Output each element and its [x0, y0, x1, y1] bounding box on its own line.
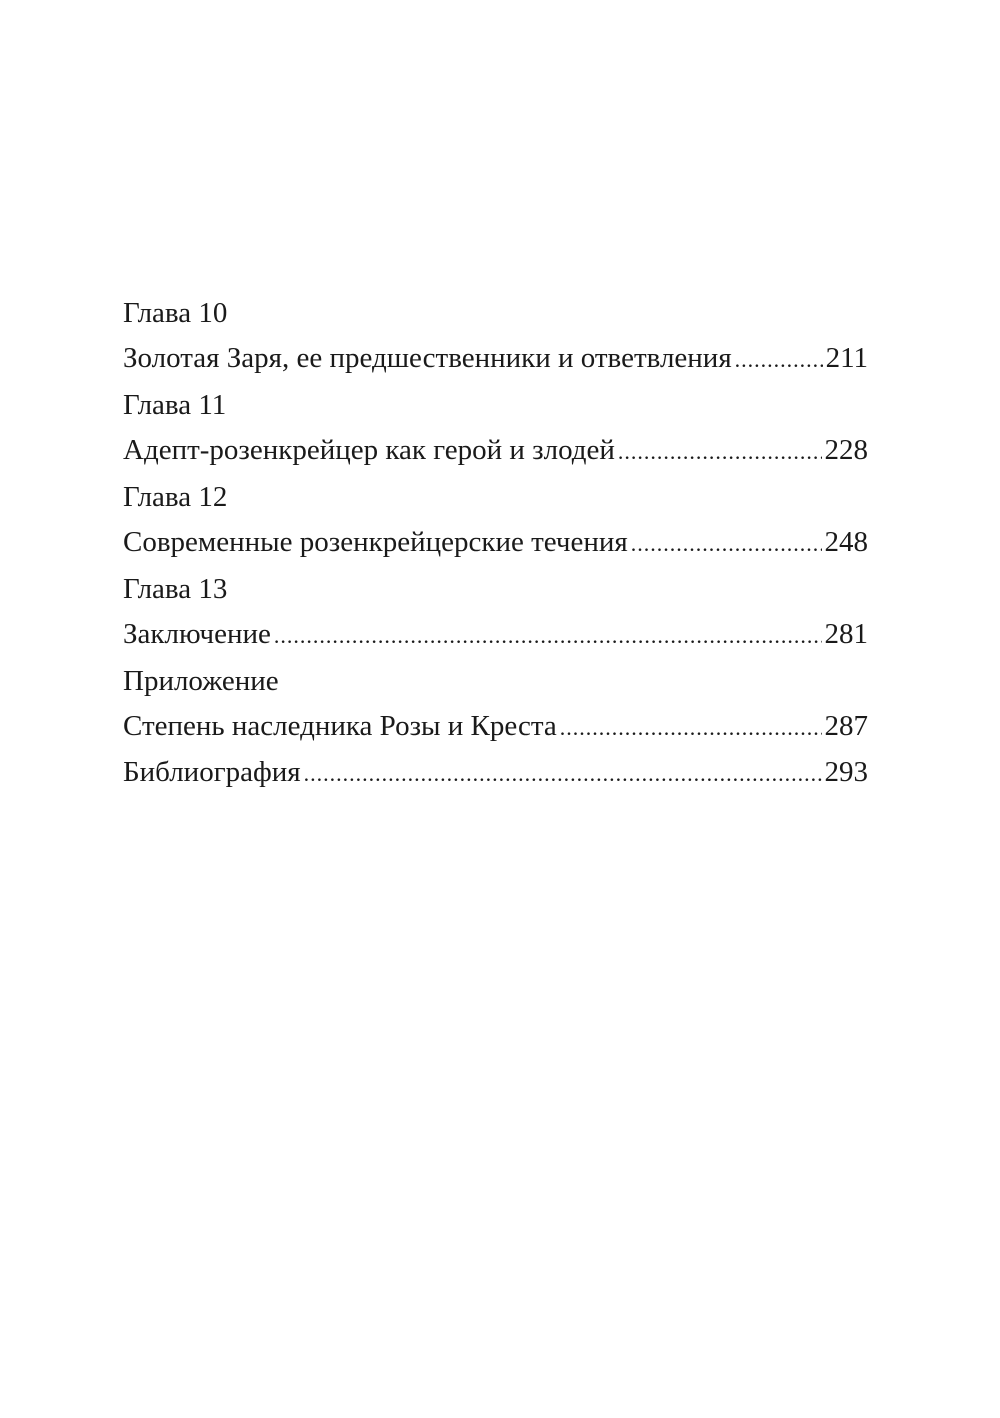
entry-title: Современные розенкрейцерские течения: [123, 526, 628, 558]
chapter-heading: Глава 13: [123, 573, 228, 605]
toc-line: [123, 520, 868, 564]
page-number: 281: [824, 618, 868, 650]
toc-entry: [123, 566, 868, 656]
toc-line: [123, 612, 868, 656]
chapter-heading: Глава 11: [123, 389, 227, 421]
dot-leader: [631, 522, 822, 566]
chapter-heading: Глава 10: [123, 297, 228, 329]
appendix-heading: Приложение: [123, 665, 279, 697]
page-number: 248: [824, 526, 868, 558]
entry-title: Золотая Заря, ее предшественники и ответвления: [123, 342, 732, 374]
page-number: 287: [824, 710, 868, 742]
toc-entry: [123, 382, 868, 472]
toc-entry-bibliography: [123, 750, 868, 794]
page-number: 293: [824, 756, 868, 788]
toc-entry: [123, 474, 868, 564]
dot-leader: [274, 614, 822, 658]
dot-leader: [618, 430, 822, 474]
page-number: 211: [825, 342, 868, 374]
page-number: 228: [824, 434, 868, 466]
dot-leader: [304, 752, 822, 796]
entry-title: Библиография: [123, 756, 301, 788]
entry-title: Степень наследника Розы и Креста: [123, 710, 557, 742]
chapter-heading: Глава 12: [123, 481, 228, 513]
dot-leader: [560, 706, 822, 750]
toc-line: [123, 336, 868, 380]
toc-line: [123, 704, 868, 748]
toc-entry: [123, 290, 868, 380]
entry-title: Заключение: [123, 618, 271, 650]
entry-title: Адепт-розенкрейцер как герой и злодей: [123, 434, 615, 466]
toc-line: [123, 750, 868, 794]
toc-entry: [123, 658, 868, 748]
dot-leader: [735, 338, 823, 382]
table-of-contents: [123, 290, 868, 794]
toc-line: [123, 428, 868, 472]
